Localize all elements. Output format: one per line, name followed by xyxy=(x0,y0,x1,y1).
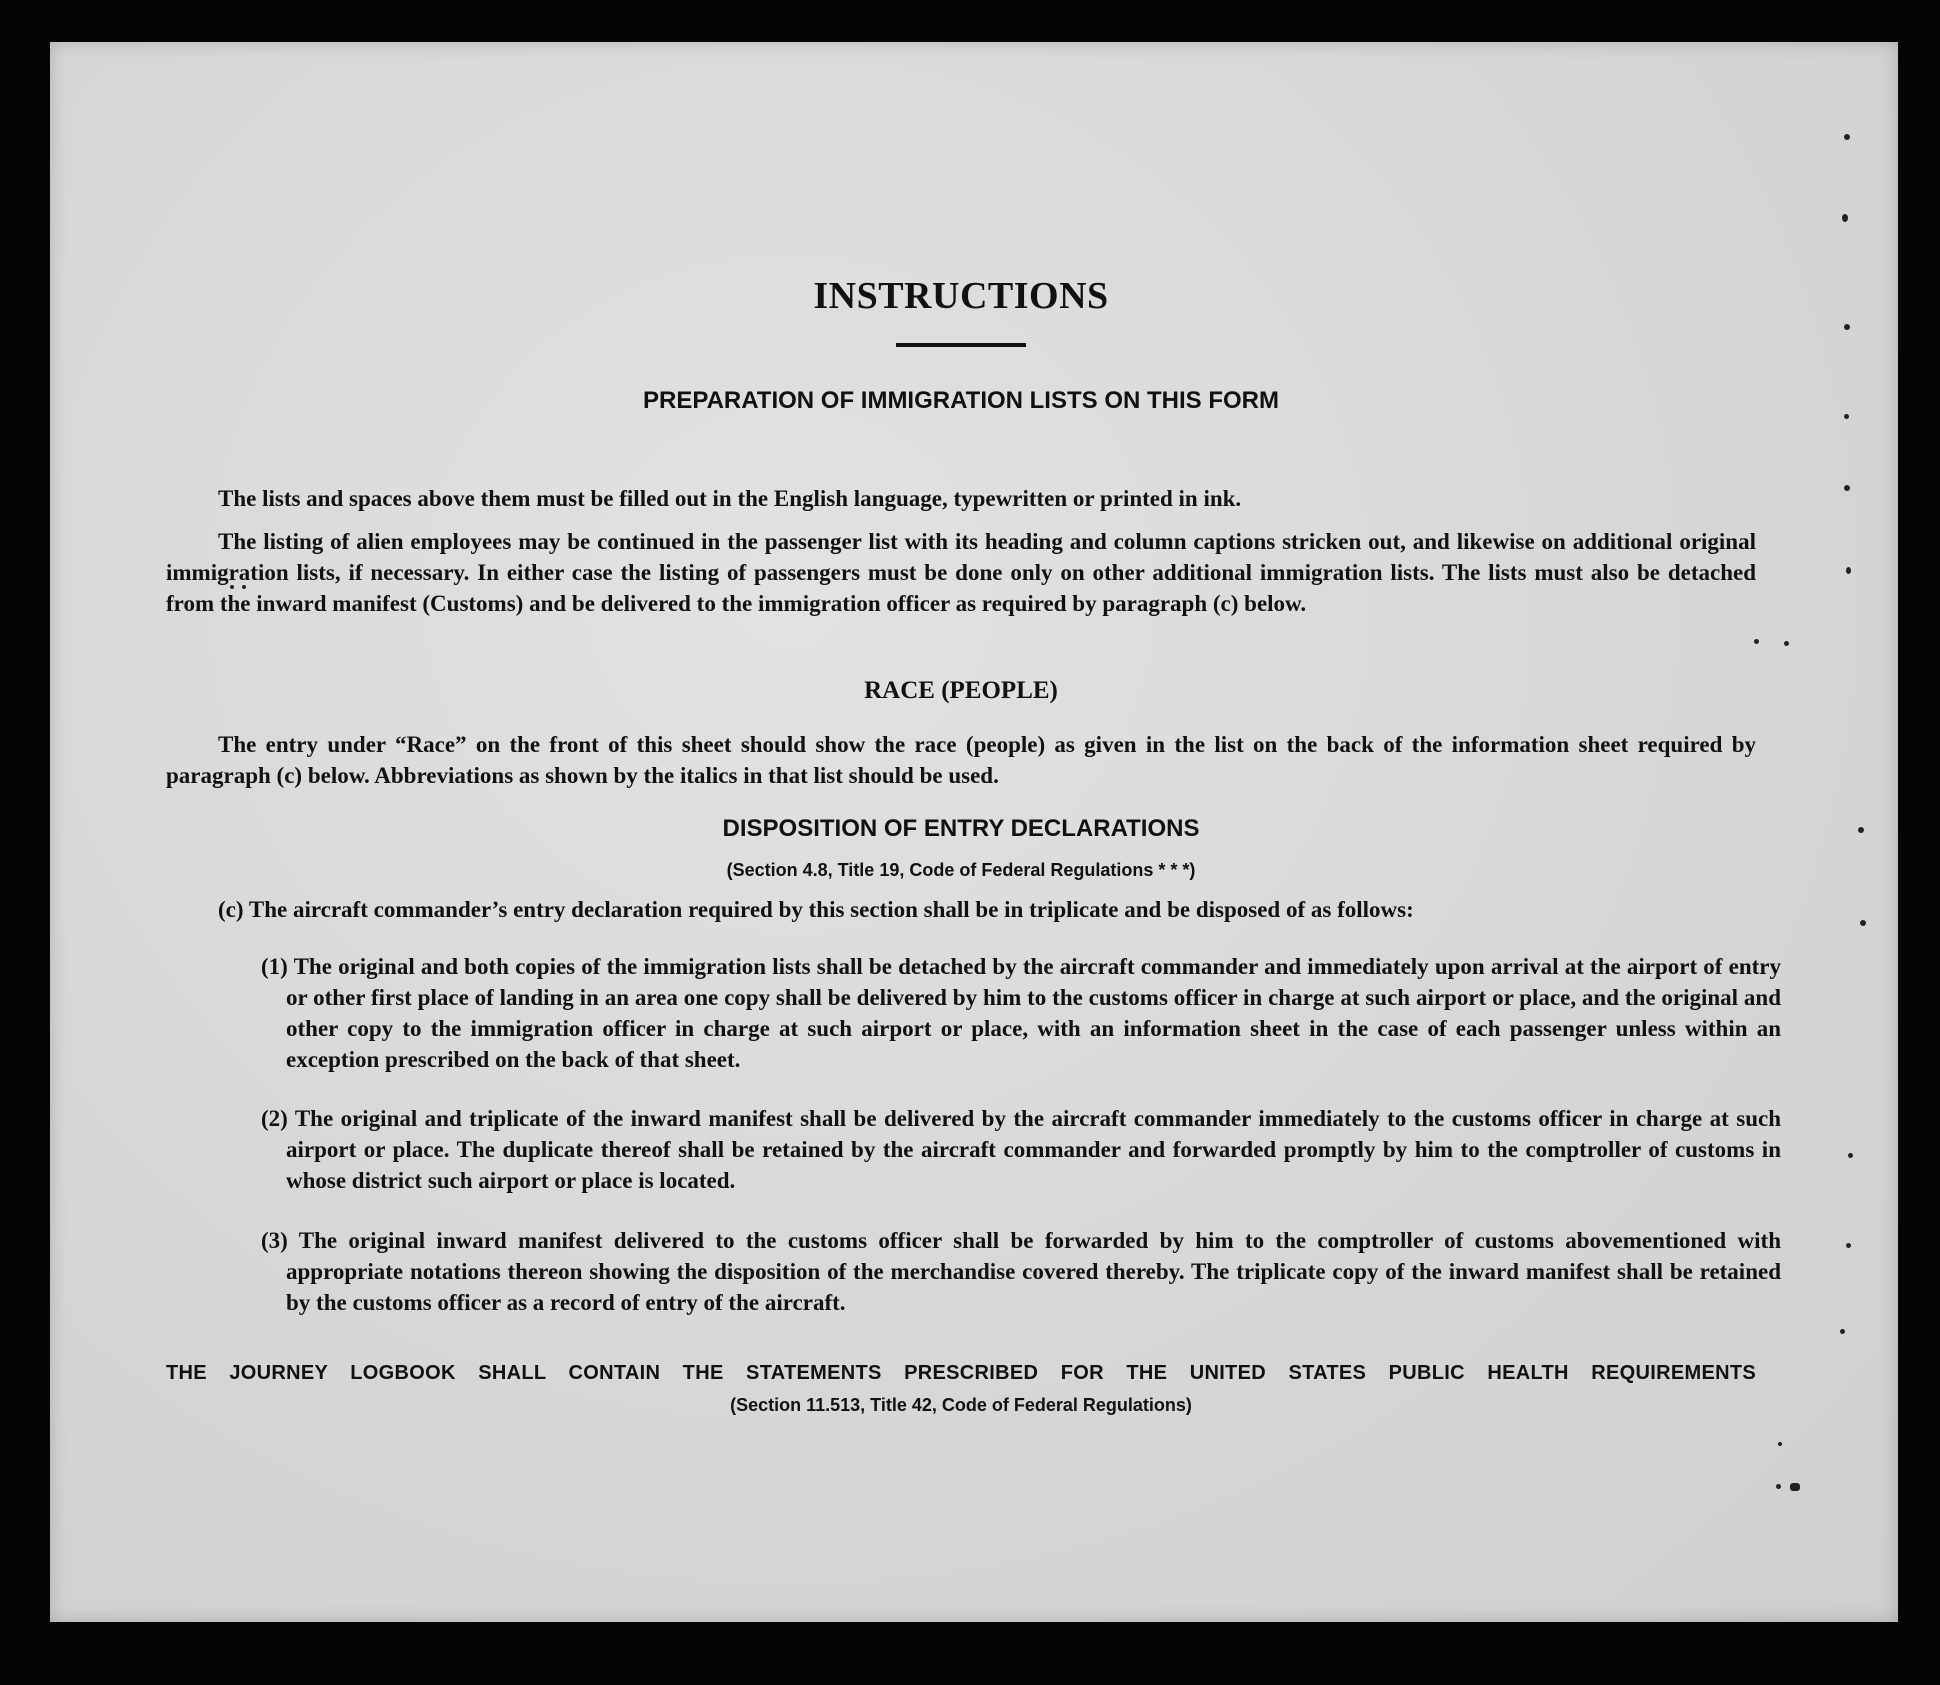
disposition-reference: (Section 4.8, Title 19, Code of Federal Regulations * * *) xyxy=(726,860,1196,880)
scan-speck xyxy=(1776,1484,1781,1489)
preparation-paragraph-2: The listing of alien employees may be continued in the passenger list with its heading and column captions stricken out, and likewise on additional original immigration lists, if necessary. In either case the listing of passengers must be done only on other additional immigration lists. The lists must also be detached from the inward manifest (Customs) and be delivered to the immigration officer as required by paragraph (c) below. xyxy=(166,529,1756,616)
scan-speck xyxy=(230,585,234,589)
disposition-intro: (c) The aircraft commander’s entry declaration required by this section shall be in triplicate and be disposed of as follows: xyxy=(218,897,1414,922)
health-heading: THE JOURNEY LOGBOOK SHALL CONTAIN THE STATEMENTS PRESCRIBED FOR THE UNITED STATES PUBLIC HEALTH REQUIREMENTS xyxy=(166,1362,1756,1384)
scan-speck xyxy=(1790,1483,1800,1491)
race-heading: RACE (PEOPLE) xyxy=(864,677,1058,704)
health-reference: (Section 11.513, Title 42, Code of Federal Regulations) xyxy=(730,1395,1192,1415)
page-title: INSTRUCTIONS xyxy=(813,275,1109,317)
disposition-heading: DISPOSITION OF ENTRY DECLARATIONS xyxy=(722,815,1200,842)
race-paragraph: The entry under “Race” on the front of this sheet should show the race (people) as given in the list on the back of the information sheet required by paragraph (c) below. Abbreviations as shown by the italics in that list should be used. xyxy=(166,732,1756,788)
scan-speck xyxy=(1860,920,1866,926)
scan-speck xyxy=(1778,1442,1782,1446)
scan-speck xyxy=(1844,324,1850,330)
scan-speck xyxy=(1844,134,1850,140)
scan-speck xyxy=(1784,641,1789,646)
scan-speck xyxy=(242,585,246,589)
scan-speck xyxy=(1754,639,1759,644)
scan-speck xyxy=(1848,1153,1853,1158)
scan-speck xyxy=(1846,1243,1851,1248)
preparation-paragraph-1: The lists and spaces above them must be filled out in the English language, typewritten or printed in ink. xyxy=(218,486,1242,511)
scan-speck xyxy=(1840,1329,1845,1334)
scan-speck xyxy=(1842,214,1848,222)
scan-speck xyxy=(1844,414,1849,419)
disposition-item-2: (2) The original and triplicate of the inward manifest shall be delivered by the aircraft commander immediately to the customs officer in charge at such airport or place. The duplicate thereof shall be retained by the aircraft commander and forwarded promptly by him to the comptroller of customs in whose district such airport or place is located. xyxy=(261,1106,1781,1193)
title-underline xyxy=(896,343,1026,347)
scan-speck xyxy=(1858,827,1864,833)
scan-speck xyxy=(1844,485,1850,491)
document-sheet xyxy=(50,42,1898,1622)
disposition-item-1: (1) The original and both copies of the immigration lists shall be detached by the aircraft commander and immediately upon arrival at the airport of entry or other first place of landing in an area one copy shall be delivered by him to the customs officer in charge at such airport or place, and the original and other copy to the immigration officer in charge at such airport or place, with an information sheet in the case of each passenger unless within an exception prescribed on the back of that sheet. xyxy=(261,954,1781,1072)
disposition-item-3: (3) The original inward manifest delivered to the customs officer shall be forwarded by him to the comptroller of customs abovementioned with appropriate notations thereon showing the disposition of the merchandise covered thereby. The triplicate copy of the inward manifest shall be retained by the customs officer as a record of entry of the aircraft. xyxy=(261,1228,1781,1315)
preparation-heading: PREPARATION OF IMMIGRATION LISTS ON THIS FORM xyxy=(643,387,1279,414)
scan-speck xyxy=(1846,567,1851,574)
